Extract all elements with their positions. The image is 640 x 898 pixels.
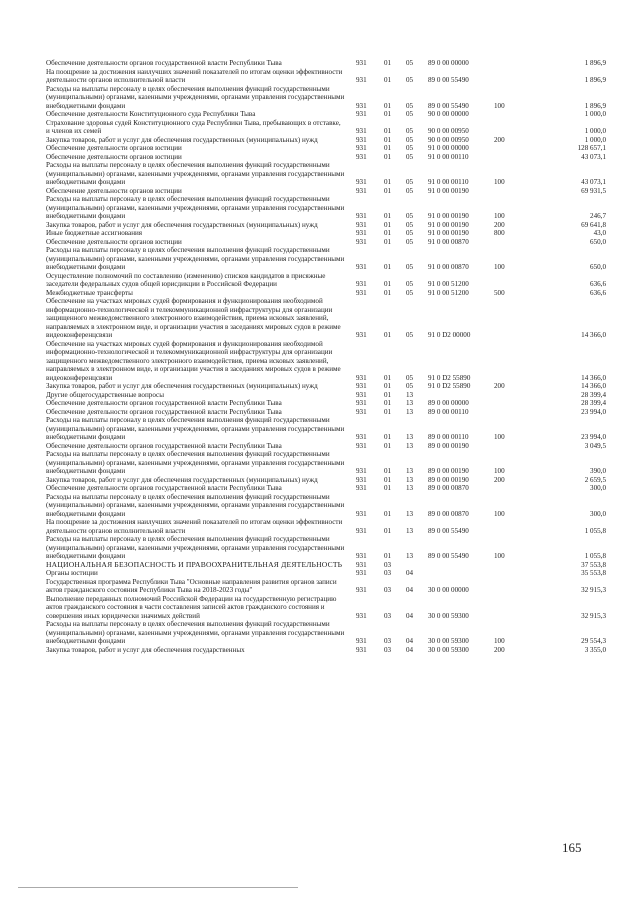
section-column: 03: [384, 611, 392, 620]
row-name: Межбюджетные трансферты: [46, 288, 133, 297]
target-item-column: 30 0 00 59300: [428, 637, 469, 645]
code-column: 931: [356, 178, 367, 186]
target-item-column: 91 0 00 51200: [428, 280, 469, 288]
amount-column: 3 049,5: [584, 441, 606, 450]
subsection-column: 05: [406, 186, 414, 195]
target-item-column: 89 0 00 00000: [428, 59, 469, 67]
code-column: 931: [356, 110, 367, 118]
subsection-column: 13: [406, 407, 414, 416]
amount-column: 1 055,8: [584, 552, 606, 560]
code-column: 931: [356, 569, 367, 577]
section-column: 01: [384, 373, 392, 382]
row-name: Осуществление полномочий по составлению (изменению) списков кандидатов в присяжные заседатели федеральных судов общей юрисдикции в Российской Федерации: [46, 271, 326, 288]
table-row: [46, 85, 606, 111]
row-name: Обеспечение деятельности органов государственной власти Республики Тыва: [46, 407, 282, 416]
section-column: 01: [384, 382, 392, 390]
code-column: 931: [356, 441, 367, 450]
table-row: [46, 484, 606, 493]
row-name: Расходы на выплаты персоналу в целях обеспечения выполнения функций государственными (муниципальными) органами, казенными учреждениями, органами управления государственными внебюджетными фондами: [46, 492, 345, 518]
expense-type-column: 200: [494, 220, 505, 229]
target-item-column: 91 0 D2 55890: [428, 382, 471, 390]
table-row: [46, 110, 606, 119]
section-column: 01: [384, 407, 392, 416]
code-column: 931: [356, 560, 367, 569]
code-column: 931: [356, 637, 367, 645]
row-name: Закупка товаров, работ и услуг для обеспечения государственных (муниципальных) нужд: [46, 135, 318, 144]
table-row: [46, 136, 606, 145]
amount-column: 23 994,0: [581, 433, 606, 441]
row-name: Государственная программа Республики Тыва "Основные направления развития органов записи актов гражданского состояния Республики Тыва на 2018-2023 годы": [46, 577, 337, 594]
code-column: 931: [356, 76, 367, 84]
row-name: Органы юстиции: [46, 569, 98, 577]
amount-column: 650,0: [590, 263, 606, 271]
expense-type-column: 500: [494, 288, 505, 297]
table-row: [46, 646, 606, 655]
section-column: 01: [384, 186, 392, 195]
target-item-column: 89 0 00 00190: [428, 441, 469, 450]
amount-column: 1 896,9: [584, 101, 606, 110]
code-column: 931: [356, 645, 367, 654]
code-column: 931: [356, 288, 367, 297]
section-column: 01: [384, 229, 392, 237]
code-column: 931: [356, 611, 367, 620]
code-column: 931: [356, 101, 367, 110]
amount-column: 1 896,9: [584, 76, 606, 84]
target-item-column: 91 0 00 00190: [428, 186, 469, 195]
amount-column: 69 931,5: [581, 186, 606, 195]
target-item-column: 89 0 00 00870: [428, 509, 469, 518]
table-row: [46, 229, 606, 238]
target-item-column: 89 0 00 55490: [428, 552, 469, 560]
table-row: [46, 518, 606, 535]
section-column: 01: [384, 509, 392, 518]
row-name: Расходы на выплаты персоналу в целях обеспечения выполнения функций государственными (муниципальными) органами, казенными учреждениями, органами управления государственными внебюджетными фондами: [46, 450, 345, 475]
section-column: 01: [384, 144, 392, 152]
expense-type-column: 200: [494, 475, 505, 484]
table-row: [46, 595, 606, 621]
row-name: Закупка товаров, работ и услуг для обеспечения государственных (муниципальных) нужд: [46, 382, 318, 390]
subsection-column: 04: [406, 611, 414, 620]
table-row: [46, 578, 606, 595]
section-column: 01: [384, 152, 392, 161]
subsection-column: 05: [406, 110, 414, 118]
section-column: 03: [384, 560, 392, 569]
budget-table: [46, 59, 606, 654]
amount-column: 636,6: [590, 288, 606, 297]
amount-column: 2 659,5: [584, 475, 606, 484]
footer-rule: [18, 887, 298, 888]
section-column: 01: [384, 280, 392, 288]
section-column: 01: [384, 110, 392, 118]
target-item-column: 91 0 00 51200: [428, 288, 469, 297]
table-row: [46, 569, 606, 578]
target-item-column: 91 0 00 00110: [428, 152, 469, 161]
table-row: [46, 297, 606, 340]
target-item-column: 91 0 00 00000: [428, 144, 469, 152]
row-name: Обеспечение деятельности органов юстиции: [46, 152, 182, 161]
code-column: 931: [356, 373, 367, 382]
subsection-column: 13: [406, 552, 414, 560]
row-name: Выполнение переданных полномочий Российской Федерации на государственную регистрацию актов гражданского состояния в части составления записей актов гражданского состояния и совершения иных юридически значимых действий: [46, 594, 337, 620]
subsection-column: 05: [406, 144, 414, 152]
row-name: Иные бюджетные ассигнования: [46, 229, 143, 237]
row-name: Расходы на выплаты персоналу в целях обеспечения выполнения функций государственными (муниципальными) органами, казенными учреждениями, органами управления государственными внебюджетными фондами: [46, 84, 345, 110]
row-name: Обеспечение деятельности органов государственной власти Республики Тыва: [46, 399, 282, 407]
subsection-column: 13: [406, 475, 414, 484]
code-column: 931: [356, 526, 367, 535]
row-name: Обеспечение деятельности органов юстиции: [46, 186, 182, 195]
subsection-column: 05: [406, 178, 414, 186]
table-row: [46, 187, 606, 196]
section-column: 01: [384, 399, 392, 407]
row-name: Обеспечение деятельности органов юстиции: [46, 237, 182, 246]
row-name: Расходы на выплаты персоналу в целях обеспечения выполнения функций государственными (муниципальными) органами, казенными учреждениями, органами управления государственными внебюджетными фондами: [46, 416, 345, 441]
section-column: 01: [384, 484, 392, 492]
target-item-column: 91 0 00 00190: [428, 220, 469, 229]
subsection-column: 05: [406, 212, 414, 220]
code-column: 931: [356, 135, 367, 144]
section-column: 03: [384, 637, 392, 645]
section-column: 01: [384, 441, 392, 450]
code-column: 931: [356, 59, 367, 67]
subsection-column: 13: [406, 390, 414, 399]
subsection-column: 13: [406, 441, 414, 450]
section-column: 01: [384, 467, 392, 475]
amount-column: 246,7: [590, 212, 606, 220]
code-column: 931: [356, 331, 367, 339]
code-column: 931: [356, 280, 367, 288]
expense-type-column: 100: [494, 509, 505, 518]
code-column: 931: [356, 509, 367, 518]
target-item-column: 91 0 00 00870: [428, 263, 469, 271]
code-column: 931: [356, 586, 367, 594]
code-column: 931: [356, 467, 367, 475]
subsection-column: 05: [406, 135, 414, 144]
target-item-column: 91 0 00 00190: [428, 212, 469, 220]
target-item-column: 89 0 00 00000: [428, 399, 469, 407]
table-row: [46, 238, 606, 247]
code-column: 931: [356, 390, 367, 399]
table-row: [46, 119, 606, 136]
amount-column: 32 915,3: [581, 586, 606, 594]
section-column: 01: [384, 237, 392, 246]
table-row: [46, 289, 606, 298]
subsection-column: 05: [406, 263, 414, 271]
amount-column: 650,0: [590, 237, 606, 246]
amount-column: 1 000,0: [584, 135, 606, 144]
section-column: 01: [384, 212, 392, 220]
section-column: 01: [384, 59, 392, 67]
amount-column: 1 055,8: [584, 526, 606, 535]
subsection-column: 05: [406, 152, 414, 161]
amount-column: 29 554,3: [581, 637, 606, 645]
expense-type-column: 100: [494, 263, 505, 271]
section-column: 03: [384, 586, 392, 594]
target-item-column: 89 0 00 00190: [428, 475, 469, 484]
code-column: 931: [356, 552, 367, 560]
table-row: [46, 272, 606, 289]
row-name: Закупка товаров, работ и услуг для обеспечения государственных (муниципальных) нужд: [46, 220, 318, 229]
subsection-column: 05: [406, 280, 414, 288]
amount-column: 35 553,8: [581, 569, 606, 577]
table-row: [46, 161, 606, 187]
subsection-column: 05: [406, 127, 414, 135]
target-item-column: 89 0 00 00190: [428, 467, 469, 475]
subsection-column: 04: [406, 637, 414, 645]
code-column: 931: [356, 229, 367, 237]
target-item-column: 91 0 D2 55890: [428, 373, 471, 382]
amount-column: 3 355,0: [584, 645, 606, 654]
table-row: [46, 442, 606, 451]
amount-column: 14 366,0: [581, 382, 606, 390]
subsection-column: 05: [406, 220, 414, 229]
target-item-column: 90 0 00 00950: [428, 135, 469, 144]
amount-column: 23 994,0: [581, 407, 606, 416]
target-item-column: 89 0 00 55490: [428, 101, 469, 110]
row-name: Расходы на выплаты персоналу в целях обеспечения выполнения функций государственными (муниципальными) органами, казенными учреждениями, органами управления государственными внебюджетными фондами: [46, 620, 345, 645]
subsection-column: 04: [406, 645, 414, 654]
subsection-column: 13: [406, 509, 414, 518]
amount-column: 128 657,1: [577, 144, 606, 152]
table-row: [46, 144, 606, 153]
table-row: [46, 620, 606, 646]
section-column: 03: [384, 645, 392, 654]
table-row: [46, 221, 606, 230]
code-column: 931: [356, 382, 367, 390]
row-name: Закупка товаров, работ и услуг для обеспечения государственных (муниципальных) нужд: [46, 475, 318, 484]
target-item-column: 30 0 00 59300: [428, 645, 469, 654]
table-row: [46, 59, 606, 68]
row-name: Обеспечение деятельности органов юстиции: [46, 144, 182, 152]
table-row: [46, 399, 606, 408]
row-name: Обеспечение деятельности органов государственной власти Республики Тыва: [46, 441, 282, 450]
row-name: Расходы на выплаты персоналу в целях обеспечения выполнения функций государственными (муниципальными) органами, казенными учреждениями, органами управления государственными внебюджетными фондами: [46, 246, 345, 271]
section-column: 01: [384, 135, 392, 144]
row-name: Страхование здоровья судей Конституционного суда Республики Тыва, пребывающих в отставке, и членов их семей: [46, 118, 341, 135]
target-item-column: 89 0 00 00110: [428, 407, 469, 416]
amount-column: 390,0: [590, 467, 606, 475]
amount-column: 1 000,0: [584, 110, 606, 118]
target-item-column: 91 0 00 00110: [428, 178, 469, 186]
expense-type-column: 100: [494, 637, 505, 645]
row-name: Другие общегосударственные вопросы: [46, 390, 164, 399]
subsection-column: 05: [406, 237, 414, 246]
section-column: 01: [384, 220, 392, 229]
section-column: 01: [384, 390, 392, 399]
expense-type-column: 200: [494, 382, 505, 390]
subsection-column: 05: [406, 76, 414, 84]
table-row: [46, 416, 606, 442]
target-item-column: 91 0 D2 00000: [428, 331, 471, 339]
table-row: [46, 535, 606, 561]
amount-column: 14 366,0: [581, 373, 606, 382]
code-column: 931: [356, 399, 367, 407]
amount-column: 1 000,0: [584, 127, 606, 135]
expense-type-column: 100: [494, 467, 505, 475]
table-row: [46, 493, 606, 519]
amount-column: 43 073,1: [581, 152, 606, 161]
code-column: 931: [356, 475, 367, 484]
subsection-column: 05: [406, 382, 414, 390]
subsection-column: 13: [406, 484, 414, 492]
row-name: Обеспечение на участках мировых судей формирования и функционирования необходимой информационно-технологической и телекоммуникационной инфраструктуры для организации защищенного межведомственного электронного взаимодействия, приема исковых заявлений, направляемых в электронном виде, и организации участия в заседаниях мировых судов в режиме видеоконференцсвязи: [46, 297, 341, 339]
amount-column: 32 915,3: [581, 611, 606, 620]
amount-column: 43,0: [593, 229, 606, 237]
amount-column: 300,0: [590, 509, 606, 518]
section-column: 01: [384, 127, 392, 135]
amount-column: 1 896,9: [584, 59, 606, 67]
row-name: НАЦИОНАЛЬНАЯ БЕЗОПАСНОСТЬ И ПРАВООХРАНИТЕЛЬНАЯ ДЕЯТЕЛЬНОСТЬ: [46, 559, 343, 569]
code-column: 931: [356, 407, 367, 416]
target-item-column: 30 0 00 59300: [428, 611, 469, 620]
amount-column: 28 399,4: [581, 399, 606, 407]
expense-type-column: 200: [494, 645, 505, 654]
code-column: 931: [356, 186, 367, 195]
subsection-column: 05: [406, 101, 414, 110]
row-name: На поощрение за достижения наилучших значений показателей по итогам оценки эффективности деятельности органов исполнительной власти: [46, 67, 343, 84]
table-row: [46, 246, 606, 272]
table-row: [46, 450, 606, 476]
subsection-column: 13: [406, 433, 414, 441]
section-column: 01: [384, 263, 392, 271]
section-column: 01: [384, 552, 392, 560]
subsection-column: 04: [406, 586, 414, 594]
expense-type-column: 100: [494, 552, 505, 560]
row-name: Расходы на выплаты персоналу в целях обеспечения выполнения функций государственными (муниципальными) органами, казенными учреждениями, органами управления государственными внебюджетными фондами: [46, 161, 345, 186]
expense-type-column: 100: [494, 101, 505, 110]
table-row: [46, 476, 606, 485]
table-row: [46, 68, 606, 85]
subsection-column: 05: [406, 373, 414, 382]
expense-type-column: 100: [494, 433, 505, 441]
subsection-column: 05: [406, 229, 414, 237]
expense-type-column: 200: [494, 135, 505, 144]
subsection-column: 05: [406, 331, 414, 339]
subsection-column: 04: [406, 569, 414, 577]
target-item-column: 91 0 00 00870: [428, 237, 469, 246]
target-item-column: 89 0 00 00870: [428, 484, 469, 492]
table-row: [46, 408, 606, 417]
target-item-column: 91 0 00 00190: [428, 229, 469, 237]
table-row: [46, 382, 606, 391]
expense-type-column: 800: [494, 229, 505, 237]
row-name: Обеспечение на участках мировых судей формирования и функционирования необходимой информационно-технологической и телекоммуникационной инфраструктуры для организации защищенного межведомственного электронного взаимодействия, приема исковых заявлений, направляемых в электронном виде, и организации участия в заседаниях мировых судов в режиме видеоконференцсвязи: [46, 339, 341, 382]
target-item-column: 30 0 00 00000: [428, 586, 469, 594]
subsection-column: 13: [406, 467, 414, 475]
subsection-column: 05: [406, 59, 414, 67]
row-name: Закупка товаров, работ и услуг для обеспечения государственных: [46, 645, 245, 654]
row-name: Расходы на выплаты персоналу в целях обеспечения выполнения функций государственными (муниципальными) органами, казенными учреждениями, органами управления государственными внебюджетными фондами: [46, 535, 345, 560]
section-column: 01: [384, 76, 392, 84]
amount-column: 37 553,8: [581, 560, 606, 569]
subsection-column: 13: [406, 399, 414, 407]
code-column: 931: [356, 127, 367, 135]
row-name: Обеспечение деятельности органов государственной власти Республики Тыва: [46, 59, 282, 67]
expense-type-column: 100: [494, 178, 505, 186]
target-item-column: 90 0 00 00000: [428, 110, 469, 118]
code-column: 931: [356, 263, 367, 271]
table-row: [46, 153, 606, 162]
table-row: [46, 340, 606, 383]
table-row: [46, 391, 606, 400]
section-column: 01: [384, 178, 392, 186]
subsection-column: 13: [406, 526, 414, 535]
section-column: 01: [384, 101, 392, 110]
row-name: На поощрение за достижения наилучших значений показателей по итогам оценки эффективности деятельности органов исполнительной власти: [46, 518, 343, 535]
page-number: 165: [562, 840, 582, 855]
row-name: Обеспечение деятельности Конституционного суда Республики Тыва: [46, 110, 256, 118]
target-item-column: 89 0 00 55490: [428, 76, 469, 84]
code-column: 931: [356, 220, 367, 229]
code-column: 931: [356, 144, 367, 152]
amount-column: 43 073,1: [581, 178, 606, 186]
section-column: 03: [384, 569, 392, 577]
code-column: 931: [356, 433, 367, 441]
target-item-column: 89 0 00 55490: [428, 526, 469, 535]
section-column: 01: [384, 331, 392, 339]
code-column: 931: [356, 212, 367, 220]
amount-column: 636,6: [590, 280, 606, 288]
section-column: 01: [384, 475, 392, 484]
section-column: 01: [384, 433, 392, 441]
code-column: 931: [356, 152, 367, 161]
table-row: [46, 195, 606, 221]
amount-column: 300,0: [590, 484, 606, 492]
amount-column: 69 641,8: [581, 220, 606, 229]
section-column: 01: [384, 526, 392, 535]
row-name: Обеспечение деятельности органов государственной власти Республики Тыва: [46, 484, 282, 492]
code-column: 931: [356, 484, 367, 492]
code-column: 931: [356, 237, 367, 246]
subsection-column: 05: [406, 288, 414, 297]
section-column: 01: [384, 288, 392, 297]
target-item-column: 90 0 00 00950: [428, 127, 469, 135]
table-row: [46, 561, 606, 570]
row-name: Расходы на выплаты персоналу в целях обеспечения выполнения функций государственными (муниципальными) органами, казенными учреждениями, органами управления государственными внебюджетными фондами: [46, 195, 345, 220]
amount-column: 28 399,4: [581, 390, 606, 399]
expense-type-column: 100: [494, 212, 505, 220]
amount-column: 14 366,0: [581, 331, 606, 339]
target-item-column: 89 0 00 00110: [428, 433, 469, 441]
